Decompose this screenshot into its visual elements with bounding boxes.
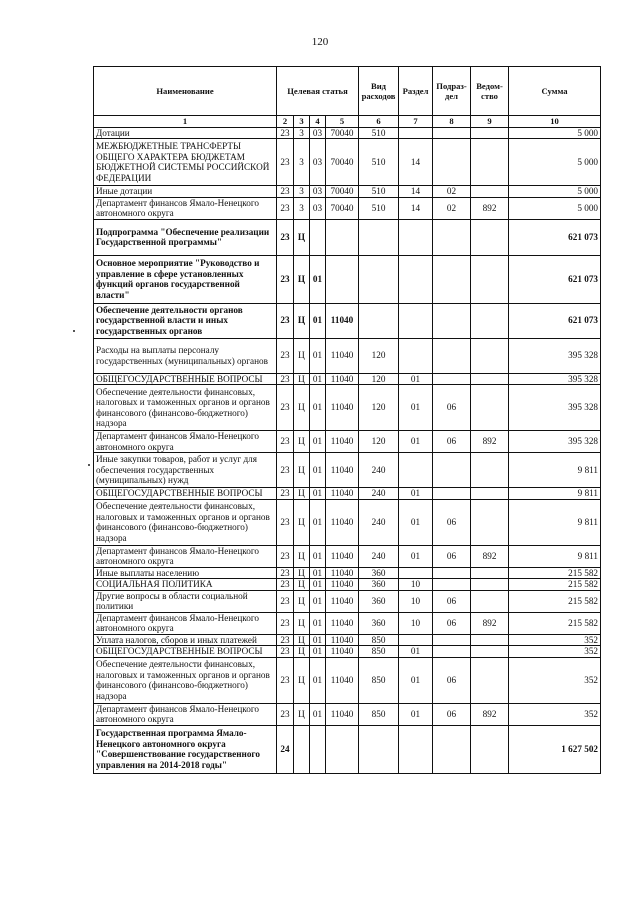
- cell-department: 892: [471, 612, 509, 634]
- cell-name: Иные дотации: [94, 186, 277, 198]
- cell-subprogram: Ц: [294, 634, 310, 646]
- cell-measure: 01: [310, 488, 326, 500]
- cell-subsection: [433, 338, 471, 373]
- cell-department: 892: [471, 703, 509, 725]
- cell-subprogram: 3: [294, 197, 310, 219]
- cell-name: Обеспечение деятельности органов государственной власти и иных государственных органов: [94, 303, 277, 338]
- cell-sum: 352: [509, 657, 601, 703]
- cell-program: 23: [277, 453, 294, 488]
- cell-name: ОБЩЕГОСУДАРСТВЕННЫЕ ВОПРОСЫ: [94, 488, 277, 500]
- column-number: 5: [326, 116, 359, 128]
- cell-measure: 01: [310, 657, 326, 703]
- cell-subprogram: Ц: [294, 567, 310, 579]
- cell-department: [471, 634, 509, 646]
- cell-expense-type: 850: [359, 657, 399, 703]
- cell-subsection: 06: [433, 590, 471, 612]
- cell-subsection: [433, 373, 471, 385]
- cell-program: 23: [277, 255, 294, 303]
- scan-speck: [73, 330, 75, 332]
- cell-subsection: 06: [433, 545, 471, 567]
- column-number: 4: [310, 116, 326, 128]
- cell-department: [471, 219, 509, 255]
- cell-section: [399, 725, 433, 773]
- cell-expense-type: 510: [359, 186, 399, 198]
- cell-subprogram: Ц: [294, 579, 310, 591]
- cell-sum: 9 811: [509, 499, 601, 545]
- cell-section: [399, 303, 433, 338]
- cell-subsection: [433, 567, 471, 579]
- cell-expense-type: [359, 725, 399, 773]
- cell-name: Основное мероприятие "Руководство и управление в сфере установленных функций органов государственной власти": [94, 255, 277, 303]
- table-row: [94, 453, 601, 488]
- cell-subsection: 06: [433, 612, 471, 634]
- cell-measure: 03: [310, 186, 326, 198]
- table-row: [94, 373, 601, 385]
- cell-sum: 352: [509, 703, 601, 725]
- cell-name: ОБЩЕГОСУДАРСТВЕННЫЕ ВОПРОСЫ: [94, 373, 277, 385]
- cell-expense-type: 360: [359, 612, 399, 634]
- table-row: [94, 303, 601, 338]
- cell-sum: 5 000: [509, 127, 601, 139]
- cell-expense-type: [359, 219, 399, 255]
- cell-name: Обеспечение деятельности финансовых, налоговых и таможенных органов и органов финансового (финансово-бюджетного) надзора: [94, 499, 277, 545]
- column-number: 9: [471, 116, 509, 128]
- cell-program: 23: [277, 431, 294, 453]
- cell-sum: 5 000: [509, 139, 601, 186]
- cell-subsection: 06: [433, 385, 471, 431]
- table-row: [94, 219, 601, 255]
- cell-section: 01: [399, 657, 433, 703]
- cell-expense-type: 510: [359, 197, 399, 219]
- table-row: [94, 725, 601, 773]
- header-vid: Вид расходов: [359, 67, 399, 116]
- cell-measure: 03: [310, 127, 326, 139]
- column-number: 7: [399, 116, 433, 128]
- cell-subprogram: Ц: [294, 488, 310, 500]
- cell-measure: 01: [310, 646, 326, 658]
- cell-name: ОБЩЕГОСУДАРСТВЕННЫЕ ВОПРОСЫ: [94, 646, 277, 658]
- cell-measure: 01: [310, 431, 326, 453]
- cell-subsection: [433, 127, 471, 139]
- cell-section: 10: [399, 579, 433, 591]
- cell-name: Другие вопросы в области социальной политики: [94, 590, 277, 612]
- header-vedomstvo: Ведом-ство: [471, 67, 509, 116]
- cell-subprogram: Ц: [294, 303, 310, 338]
- cell-subprogram: 3: [294, 127, 310, 139]
- cell-department: [471, 255, 509, 303]
- cell-department: [471, 488, 509, 500]
- cell-section: [399, 453, 433, 488]
- cell-program: 23: [277, 385, 294, 431]
- cell-expense-type: 360: [359, 590, 399, 612]
- header-summa: Сумма: [509, 67, 601, 116]
- cell-section: [399, 219, 433, 255]
- cell-section: [399, 567, 433, 579]
- table-row: [94, 634, 601, 646]
- table-row: [94, 646, 601, 658]
- cell-subprogram: Ц: [294, 219, 310, 255]
- cell-measure: 01: [310, 338, 326, 373]
- cell-name: Обеспечение деятельности финансовых, налоговых и таможенных органов и органов финансового (финансово-бюджетного) надзора: [94, 385, 277, 431]
- cell-name: Государственная программа Ямало-Ненецкого автономного округа "Совершенствование государственного управления на 2014-2018 годы": [94, 725, 277, 773]
- cell-direction: 70040: [326, 197, 359, 219]
- cell-measure: 01: [310, 579, 326, 591]
- table-row: [94, 186, 601, 198]
- cell-department: 892: [471, 545, 509, 567]
- cell-direction: 70040: [326, 127, 359, 139]
- cell-sum: 621 073: [509, 255, 601, 303]
- cell-program: 23: [277, 646, 294, 658]
- table-row: [94, 567, 601, 579]
- cell-direction: 11040: [326, 612, 359, 634]
- cell-direction: 11040: [326, 703, 359, 725]
- header-razdel: Раздел: [399, 67, 433, 116]
- cell-section: [399, 338, 433, 373]
- cell-subprogram: Ц: [294, 255, 310, 303]
- cell-direction: [326, 219, 359, 255]
- cell-subsection: 06: [433, 657, 471, 703]
- cell-direction: 11040: [326, 431, 359, 453]
- cell-subsection: [433, 139, 471, 186]
- cell-direction: 11040: [326, 338, 359, 373]
- cell-measure: 01: [310, 255, 326, 303]
- cell-sum: 9 811: [509, 488, 601, 500]
- column-number: 8: [433, 116, 471, 128]
- cell-subprogram: Ц: [294, 373, 310, 385]
- cell-subsection: [433, 219, 471, 255]
- cell-sum: 215 582: [509, 612, 601, 634]
- cell-program: 23: [277, 186, 294, 198]
- cell-program: 23: [277, 488, 294, 500]
- cell-direction: 11040: [326, 590, 359, 612]
- column-number: 10: [509, 116, 601, 128]
- cell-direction: 11040: [326, 453, 359, 488]
- cell-subsection: 06: [433, 499, 471, 545]
- cell-section: 01: [399, 646, 433, 658]
- cell-name: Иные выплаты населению: [94, 567, 277, 579]
- cell-department: 892: [471, 431, 509, 453]
- cell-section: 14: [399, 197, 433, 219]
- cell-name: МЕЖБЮДЖЕТНЫЕ ТРАНСФЕРТЫ ОБЩЕГО ХАРАКТЕРА БЮДЖЕТАМ БЮДЖЕТНОЙ СИСТЕМЫ РОССИЙСКОЙ ФЕДЕРАЦИИ: [94, 139, 277, 186]
- cell-subprogram: [294, 725, 310, 773]
- cell-department: [471, 373, 509, 385]
- column-number: 6: [359, 116, 399, 128]
- table-row: [94, 579, 601, 591]
- cell-department: [471, 453, 509, 488]
- cell-expense-type: 120: [359, 431, 399, 453]
- cell-subprogram: Ц: [294, 545, 310, 567]
- cell-subprogram: Ц: [294, 385, 310, 431]
- cell-section: 01: [399, 499, 433, 545]
- header-target: Целевая статья: [277, 67, 359, 116]
- cell-measure: 01: [310, 545, 326, 567]
- cell-expense-type: [359, 255, 399, 303]
- cell-expense-type: 120: [359, 338, 399, 373]
- table-row: [94, 488, 601, 500]
- cell-program: 23: [277, 303, 294, 338]
- scan-speck: [88, 464, 90, 466]
- cell-program: 23: [277, 579, 294, 591]
- cell-measure: 03: [310, 139, 326, 186]
- cell-measure: 01: [310, 499, 326, 545]
- cell-section: 01: [399, 545, 433, 567]
- cell-program: 23: [277, 338, 294, 373]
- cell-department: [471, 139, 509, 186]
- cell-expense-type: [359, 303, 399, 338]
- cell-name: Департамент финансов Ямало-Ненецкого автономного округа: [94, 545, 277, 567]
- header-podrazdel: Подраз-дел: [433, 67, 471, 116]
- cell-measure: 01: [310, 567, 326, 579]
- cell-department: [471, 579, 509, 591]
- cell-direction: 11040: [326, 373, 359, 385]
- cell-measure: 01: [310, 373, 326, 385]
- cell-program: 23: [277, 219, 294, 255]
- table-row: [94, 703, 601, 725]
- cell-subsection: 02: [433, 186, 471, 198]
- table-row: [94, 590, 601, 612]
- cell-subprogram: Ц: [294, 646, 310, 658]
- cell-department: [471, 127, 509, 139]
- cell-subprogram: Ц: [294, 431, 310, 453]
- cell-program: 23: [277, 567, 294, 579]
- cell-expense-type: 120: [359, 385, 399, 431]
- cell-sum: 395 328: [509, 385, 601, 431]
- cell-direction: 11040: [326, 634, 359, 646]
- cell-measure: 01: [310, 590, 326, 612]
- cell-program: 23: [277, 139, 294, 186]
- cell-subprogram: Ц: [294, 590, 310, 612]
- cell-sum: 1 627 502: [509, 725, 601, 773]
- table-row: [94, 657, 601, 703]
- column-number-row: [94, 116, 601, 128]
- page-number: 120: [311, 36, 329, 48]
- cell-section: 01: [399, 385, 433, 431]
- cell-direction: 11040: [326, 545, 359, 567]
- cell-subprogram: Ц: [294, 338, 310, 373]
- cell-program: 23: [277, 127, 294, 139]
- cell-expense-type: 850: [359, 703, 399, 725]
- cell-section: 01: [399, 488, 433, 500]
- cell-expense-type: 240: [359, 499, 399, 545]
- cell-direction: 11040: [326, 499, 359, 545]
- cell-name: Обеспечение деятельности финансовых, налоговых и таможенных органов и органов финансового (финансово-бюджетного) надзора: [94, 657, 277, 703]
- cell-direction: 70040: [326, 139, 359, 186]
- cell-department: [471, 499, 509, 545]
- cell-department: [471, 590, 509, 612]
- cell-direction: 11040: [326, 567, 359, 579]
- cell-name: Департамент финансов Ямало-Ненецкого автономного округа: [94, 703, 277, 725]
- cell-expense-type: 240: [359, 453, 399, 488]
- cell-expense-type: 360: [359, 579, 399, 591]
- cell-department: 892: [471, 197, 509, 219]
- column-number: 3: [294, 116, 310, 128]
- cell-program: 23: [277, 590, 294, 612]
- cell-subsection: 02: [433, 197, 471, 219]
- cell-direction: 11040: [326, 657, 359, 703]
- table-row: [94, 612, 601, 634]
- table-row: [94, 499, 601, 545]
- cell-measure: 01: [310, 303, 326, 338]
- cell-expense-type: 240: [359, 488, 399, 500]
- cell-section: [399, 634, 433, 646]
- table-row: [94, 385, 601, 431]
- cell-direction: [326, 725, 359, 773]
- cell-measure: 03: [310, 197, 326, 219]
- cell-program: 23: [277, 634, 294, 646]
- cell-sum: 395 328: [509, 373, 601, 385]
- cell-measure: 01: [310, 385, 326, 431]
- budget-table: [93, 66, 601, 774]
- cell-department: [471, 657, 509, 703]
- cell-expense-type: 510: [359, 127, 399, 139]
- cell-subsection: [433, 725, 471, 773]
- column-number: 1: [94, 116, 277, 128]
- cell-name: СОЦИАЛЬНАЯ ПОЛИТИКА: [94, 579, 277, 591]
- cell-sum: 5 000: [509, 186, 601, 198]
- table-row: [94, 127, 601, 139]
- cell-subsection: [433, 255, 471, 303]
- cell-department: [471, 567, 509, 579]
- cell-sum: 621 073: [509, 219, 601, 255]
- cell-direction: 11040: [326, 646, 359, 658]
- cell-measure: 01: [310, 634, 326, 646]
- cell-sum: 352: [509, 634, 601, 646]
- cell-section: 10: [399, 590, 433, 612]
- cell-expense-type: 120: [359, 373, 399, 385]
- cell-sum: 9 811: [509, 545, 601, 567]
- cell-measure: 01: [310, 612, 326, 634]
- cell-section: [399, 255, 433, 303]
- cell-sum: 9 811: [509, 453, 601, 488]
- cell-expense-type: 850: [359, 646, 399, 658]
- cell-name: Департамент финансов Ямало-Ненецкого автономного округа: [94, 612, 277, 634]
- cell-direction: 11040: [326, 303, 359, 338]
- cell-program: 23: [277, 373, 294, 385]
- cell-expense-type: 850: [359, 634, 399, 646]
- cell-name: Департамент финансов Ямало-Ненецкого автономного округа: [94, 197, 277, 219]
- cell-subsection: [433, 646, 471, 658]
- cell-expense-type: 240: [359, 545, 399, 567]
- cell-sum: 215 582: [509, 579, 601, 591]
- cell-subsection: [433, 634, 471, 646]
- table-row: [94, 545, 601, 567]
- cell-measure: 01: [310, 703, 326, 725]
- cell-sum: 395 328: [509, 338, 601, 373]
- cell-subprogram: 3: [294, 186, 310, 198]
- cell-direction: 70040: [326, 186, 359, 198]
- cell-section: 01: [399, 373, 433, 385]
- cell-section: 01: [399, 431, 433, 453]
- cell-subprogram: Ц: [294, 453, 310, 488]
- cell-subsection: [433, 579, 471, 591]
- cell-subprogram: Ц: [294, 499, 310, 545]
- cell-measure: [310, 219, 326, 255]
- cell-subprogram: 3: [294, 139, 310, 186]
- cell-section: 14: [399, 186, 433, 198]
- cell-section: 10: [399, 612, 433, 634]
- cell-sum: 352: [509, 646, 601, 658]
- cell-department: [471, 385, 509, 431]
- cell-direction: 11040: [326, 488, 359, 500]
- cell-program: 23: [277, 657, 294, 703]
- cell-program: 23: [277, 499, 294, 545]
- cell-sum: 395 328: [509, 431, 601, 453]
- column-number: 2: [277, 116, 294, 128]
- cell-program: 24: [277, 725, 294, 773]
- cell-section: 01: [399, 703, 433, 725]
- cell-measure: [310, 725, 326, 773]
- cell-measure: 01: [310, 453, 326, 488]
- cell-department: [471, 338, 509, 373]
- header-name: Наименование: [94, 67, 277, 116]
- cell-department: [471, 646, 509, 658]
- cell-department: [471, 303, 509, 338]
- cell-subsection: [433, 303, 471, 338]
- cell-name: Департамент финансов Ямало-Ненецкого автономного округа: [94, 431, 277, 453]
- cell-program: 23: [277, 703, 294, 725]
- cell-expense-type: 360: [359, 567, 399, 579]
- cell-direction: [326, 255, 359, 303]
- cell-name: Расходы на выплаты персоналу государственных (муниципальных) органов: [94, 338, 277, 373]
- cell-subsection: 06: [433, 431, 471, 453]
- cell-program: 23: [277, 545, 294, 567]
- cell-sum: 215 582: [509, 590, 601, 612]
- cell-subprogram: Ц: [294, 703, 310, 725]
- table-row: [94, 255, 601, 303]
- cell-expense-type: 510: [359, 139, 399, 186]
- table-row: [94, 431, 601, 453]
- cell-direction: 11040: [326, 579, 359, 591]
- cell-sum: 621 073: [509, 303, 601, 338]
- cell-sum: 5 000: [509, 197, 601, 219]
- cell-program: 23: [277, 197, 294, 219]
- cell-name: Уплата налогов, сборов и иных платежей: [94, 634, 277, 646]
- cell-name: Подпрограмма "Обеспечение реализации Государственной программы": [94, 219, 277, 255]
- cell-subsection: 06: [433, 703, 471, 725]
- table-row: [94, 139, 601, 186]
- cell-department: [471, 186, 509, 198]
- cell-name: Дотации: [94, 127, 277, 139]
- cell-section: 14: [399, 139, 433, 186]
- cell-department: [471, 725, 509, 773]
- cell-subprogram: Ц: [294, 612, 310, 634]
- cell-program: 23: [277, 612, 294, 634]
- cell-sum: 215 582: [509, 567, 601, 579]
- cell-subprogram: Ц: [294, 657, 310, 703]
- cell-section: [399, 127, 433, 139]
- table-row: [94, 197, 601, 219]
- cell-subsection: [433, 488, 471, 500]
- cell-name: Иные закупки товаров, работ и услуг для обеспечения государственных (муниципальных) нужд: [94, 453, 277, 488]
- cell-subsection: [433, 453, 471, 488]
- cell-direction: 11040: [326, 385, 359, 431]
- table-row: [94, 338, 601, 373]
